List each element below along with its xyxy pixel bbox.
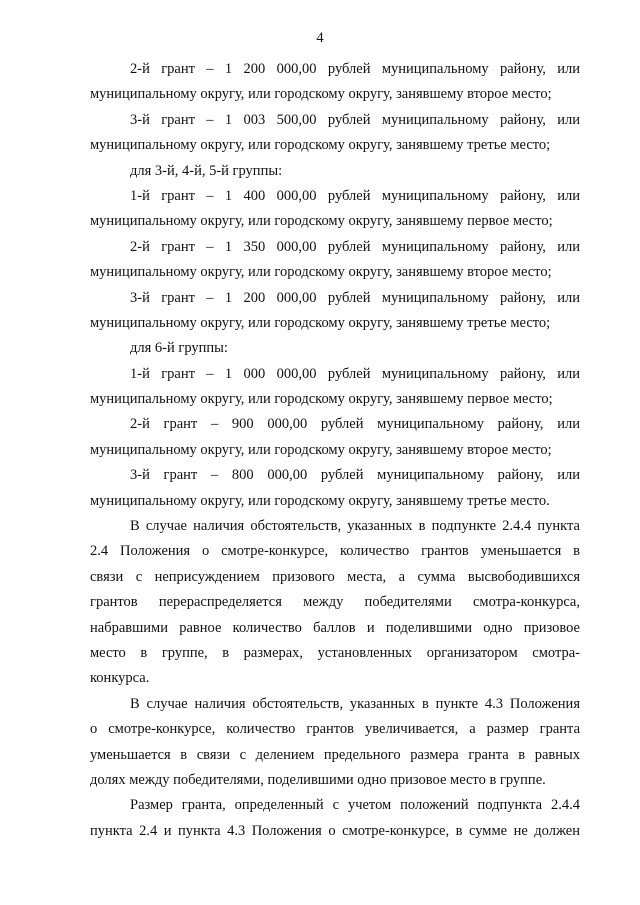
text-line: муниципальному округу, или городскому округу, занявшему третье место. bbox=[90, 492, 550, 509]
page-number: 4 bbox=[316, 30, 324, 46]
text-line: В случае наличия обстоятельств, указанных в пункте 4.3 Положения bbox=[130, 695, 580, 712]
text-line: муниципальному округу, или городскому округу, занявшему третье место; bbox=[90, 314, 551, 331]
text-line: 2-й грант – 1 200 000,00 рублей муниципальному району, или bbox=[130, 61, 580, 77]
text-line: уменьшается в связи с делением предельного размера гранта в равных bbox=[90, 746, 580, 763]
text-line: 1-й грант – 1 000 000,00 рублей муниципальному району, или bbox=[130, 365, 580, 382]
text-line: о смотре-конкурсе, количество грантов увеличивается, а размер гранта bbox=[90, 721, 580, 738]
text-line: пункта 2.4 и пункта 4.3 Положения о смотре-конкурсе, в сумме не должен bbox=[90, 822, 580, 839]
document-body bbox=[90, 57, 580, 844]
text-line: муниципальному округу, или городскому округу, занявшему первое место; bbox=[90, 213, 553, 230]
text-line: 2-й грант – 900 000,00 рублей муниципальному району, или bbox=[130, 416, 580, 433]
text-line: конкурса. bbox=[90, 670, 150, 687]
text-line: для 6-й группы: bbox=[130, 340, 228, 357]
text-line: муниципальному округу, или городскому округу, занявшему второе место; bbox=[90, 86, 552, 103]
text-line: набравшими равное количество баллов и поделившими одно призовое bbox=[90, 619, 580, 636]
text-line: муниципальному округу, или городскому округу, занявшему первое место; bbox=[90, 391, 553, 408]
text-line: муниципальному округу, или городскому округу, занявшему второе место; bbox=[90, 441, 552, 458]
text-line: место в группе, в размерах, установленных организатором смотра- bbox=[90, 644, 580, 661]
text-line: 2.4 Положения о смотре-конкурсе, количество грантов уменьшается в bbox=[90, 543, 580, 560]
text-line: Размер гранта, определенный с учетом положений подпункта 2.4.4 bbox=[130, 797, 580, 814]
text-line: В случае наличия обстоятельств, указанных в подпункте 2.4.4 пункта bbox=[130, 518, 580, 535]
text-line: 3-й грант – 800 000,00 рублей муниципальному району, или bbox=[130, 467, 580, 484]
text-line: долях между победителями, поделившими одно призовое место в группе. bbox=[90, 771, 546, 788]
text-line: связи с неприсуждением призового места, а сумма высвободившихся bbox=[90, 568, 580, 585]
text-line: муниципальному округу, или городскому округу, занявшему третье место; bbox=[90, 137, 551, 154]
text-line: 3-й грант – 1 003 500,00 рублей муниципальному району, или bbox=[130, 111, 580, 128]
text-line: муниципальному округу, или городскому округу, занявшему второе место; bbox=[90, 264, 552, 281]
text-line: 1-й грант – 1 400 000,00 рублей муниципальному району, или bbox=[130, 187, 580, 204]
text-line: 3-й грант – 1 200 000,00 рублей муниципальному району, или bbox=[130, 289, 580, 306]
text-line: для 3-й, 4-й, 5-й группы: bbox=[130, 162, 283, 179]
text-line: 2-й грант – 1 350 000,00 рублей муниципальному району, или bbox=[130, 238, 580, 255]
text-line: грантов перераспределяется между победителями смотра-конкурса, bbox=[90, 594, 580, 611]
